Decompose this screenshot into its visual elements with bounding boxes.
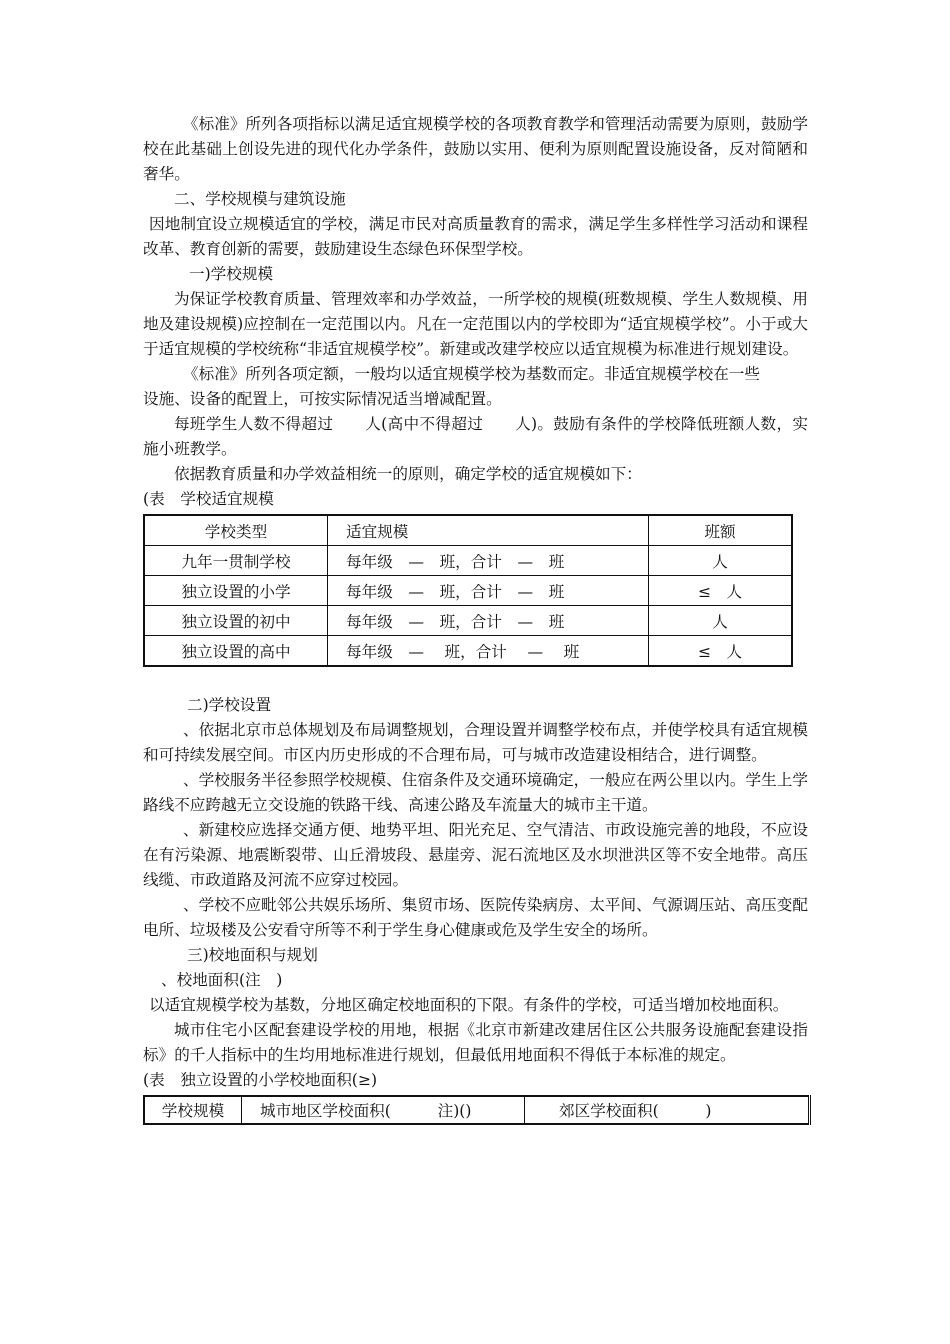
table-header-cell: 郊区学校面积( ) [525,1096,810,1124]
document-page [143,112,808,1125]
table-cell: 九年一贯制学校 [144,546,328,576]
subsection-heading: 一)学校规模 [189,265,274,283]
table-cell: 人 [649,606,793,636]
paragraph: 、新建校应选择交通方便、地势平坦、阳光充足、空气清洁、市政设施完善的地段，不应设在有污染源、地震断裂带、山丘滑坡段、悬崖旁、泥石流地区及水坝泄洪区等不安全地带。高压线缆、市政道路及河流不应穿过校园。 [143,821,808,889]
paragraph: 设施、设备的配置上，可按实际情况适当增减配置。 [143,390,502,408]
table-row [144,576,792,606]
paragraph: 依据教育质量和办学效益相统一的原则，确定学校的适宜规模如下： [174,465,642,483]
table-caption: (表 学校适宜规模 [143,490,274,508]
table-header-cell: 学校规模 [144,1096,242,1124]
paragraph: 、依据北京市总体规划及布局调整规划，合理设置并调整学校布点，并使学校具有适宜规模和可持续发展空间。市区内历史形成的不合理布局，可与城市改造建设相结合，进行调整。 [143,721,808,764]
paragraph: 为保证学校教育质量、管理效率和办学效益，一所学校的规模(班数规模、学生人数规模、用地及建设规模)应控制在一定范围以内。凡在一定范围以内的学校即为“适宜规模学校”。小于或大于适宜规模的学校统称“非适宜规模学校”。新建或改建学校应以适宜规模为标准进行规划建设。 [143,290,808,358]
paragraph: 以适宜规模学校为基数，分地区确定校地面积的下限。有条件的学校，可适当增加校地面积。 [149,996,789,1014]
table-cell: 独立设置的高中 [144,636,328,667]
subsection-heading: 二)学校设置 [187,696,272,714]
table-cell: 每年级 — 班，合计 — 班 [328,576,649,606]
paragraph: 因地制宜设立规模适宜的学校，满足市民对高质量教育的需求，满足学生多样性学习活动和课程改革、教育创新的需要，鼓励建设生态绿色环保型学校。 [143,215,808,258]
paragraph: 《标准》所列各项指标以满足适宜规模学校的各项教育教学和管理活动需要为原则，鼓励学校在此基础上创设先进的现代化办学条件，鼓励以实用、便利为原则配置设施设备，反对简陋和奢华。 [143,115,808,183]
school-area-table [143,1095,811,1125]
table-header-cell: 城市地区学校面积( 注)() [242,1096,525,1124]
school-scale-table [143,514,793,667]
table-header-row [144,515,792,546]
paragraph: 《标准》所列各项定额，一般均以适宜规模学校为基数而定。非适宜规模学校在一些 [183,365,760,383]
table-caption: (表 独立设置的小学校地面积(≥) [143,1071,378,1089]
subsection-heading: 三)校地面积与规划 [187,946,318,964]
table-row [144,606,792,636]
table-cell: 独立设置的小学 [144,576,328,606]
paragraph: 城市住宅小区配套建设学校的用地，根据《北京市新建改建居住区公共服务设施配套建设指标》的千人指标中的生均用地标准进行规划，但最低用地面积不得低于本标准的规定。 [143,1021,808,1064]
table-cell: ≤ 人 [649,576,793,606]
table-cell: 每年级 — 班，合计 — 班 [328,636,649,667]
table-cell: 人 [649,546,793,576]
table-cell: 独立设置的初中 [144,606,328,636]
table-cell: ≤ 人 [649,636,793,667]
sub-subsection-heading: 、校地面积(注 ) [161,971,283,989]
table-header-cell: 班额 [649,515,793,546]
paragraph: 每班学生人数不得超过 人(高中不得超过 人)。鼓励有条件的学校降低班额人数，实施小班教学。 [143,415,808,458]
paragraph: 、学校服务半径参照学校规模、住宿条件及交通环境确定，一般应在两公里以内。学生上学路线不应跨越无立交设施的铁路干线、高速公路及车流量大的城市主干道。 [143,771,808,814]
table-cell: 每年级 — 班，合计 — 班 [328,606,649,636]
table-row [144,636,792,667]
table-row [144,546,792,576]
section-heading: 二、学校规模与建筑设施 [174,190,346,208]
table-cell: 每年级 — 班，合计 — 班 [328,546,649,576]
spacer [143,667,808,693]
table-header-cell: 学校类型 [144,515,328,546]
paragraph: 、学校不应毗邻公共娱乐场所、集贸市场、医院传染病房、太平间、气源调压站、高压变配电所、垃圾楼及公安看守所等不利于学生身心健康或危及学生安全的场所。 [143,896,808,939]
table-header-row [144,1096,810,1124]
table-header-cell: 适宜规模 [328,515,649,546]
